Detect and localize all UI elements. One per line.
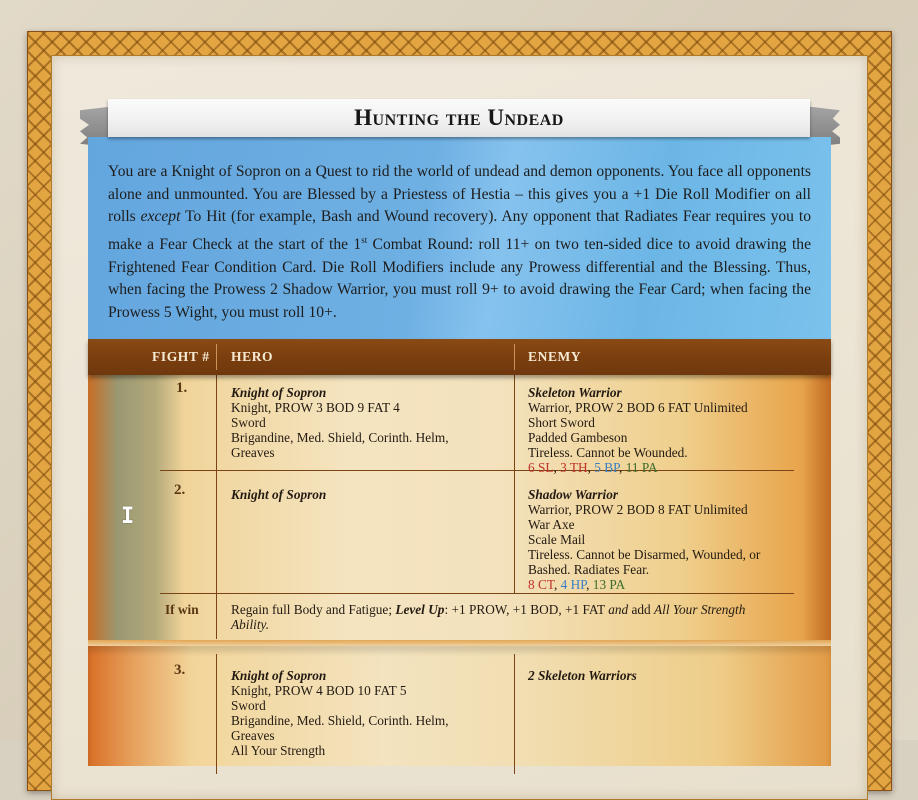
header-fight-number: FIGHT #: [152, 349, 210, 364]
hero-armor: Brigandine, Med. Shield, Corinth. Helm,: [231, 430, 449, 445]
enemy-name: 2 Skeleton Warriors: [528, 668, 637, 683]
text-cursor-icon: I: [121, 504, 135, 529]
column-divider: [216, 375, 217, 639]
enemy-armor: Padded Gambeson: [528, 430, 628, 445]
table-header: [88, 339, 831, 375]
enemy-cell: [528, 487, 818, 592]
hero-stats: Knight, PROW 4 BOD 10 FAT 5: [231, 683, 407, 698]
enemy-armor: Scale Mail: [528, 532, 586, 547]
enemy-name: Skeleton Warrior: [528, 385, 622, 400]
if-win-text-3: add: [628, 602, 655, 617]
enemy-weapon: Short Sword: [528, 415, 595, 430]
hero-cell: [231, 668, 506, 758]
hero-armor: Brigandine, Med. Shield, Corinth. Helm,: [231, 713, 449, 728]
header-divider: [216, 344, 217, 370]
hero-ability: All Your Strength: [231, 743, 326, 758]
enemy-cell: [528, 385, 818, 475]
table-body-section-2: [88, 646, 831, 766]
fight-number: 1.: [176, 380, 188, 396]
enemy-traits: Tireless. Cannot be Disarmed, Wounded, or: [528, 547, 761, 562]
hero-name: Knight of Sopron: [231, 385, 327, 400]
intro-text-3: Combat Round: roll 11+ on two ten-sided dice to avoid drawing the Frightened Fear Condition Card. Die Roll Modifiers include any Prowess differential and the Blessing. Thus, when facing the Prowess 2 Shadow Warrior, you must roll 9+ to avoid drawing the Fear Card; when facing the Prowess 5 Wight, you must roll 10+.: [108, 235, 811, 321]
enemy-attack-codes: 8 CT, 4 HP, 13 PA: [528, 577, 626, 592]
title-banner: [108, 99, 810, 137]
intro-panel: [88, 137, 831, 347]
code-ct: 8 CT: [528, 577, 554, 592]
hero-armor-cont: Greaves: [231, 728, 275, 743]
hero-armor-cont: Greaves: [231, 445, 275, 460]
page-title: Hunting the Undead: [354, 105, 564, 130]
intro-paragraph: [108, 161, 811, 324]
enemy-cell: [528, 668, 818, 683]
enemy-traits-cont: Bashed. Radiates Fear.: [528, 562, 650, 577]
ordinal-superscript: st: [361, 234, 368, 245]
column-divider: [514, 654, 515, 774]
if-win-text: [231, 602, 791, 632]
fight-number: 2.: [174, 482, 186, 498]
intro-text-1: You are a Knight of Sopron on a Quest to rid the world of undead and demon opponents. You face all opponents alone and unmounted. You are Blessed by a Priestess of Hestia – this gives you a +1 Die Roll Modifier on all rolls: [108, 163, 811, 226]
column-divider: [216, 654, 217, 774]
enemy-attack-codes: 6 SL, 3 TH, 5 BP, 11 PA: [528, 460, 658, 475]
if-win-and: and: [608, 602, 629, 617]
enemy-stats: Warrior, PROW 2 BOD 8 FAT Unlimited: [528, 502, 748, 517]
enemy-stats: Warrior, PROW 2 BOD 6 FAT Unlimited: [528, 400, 748, 415]
code-pa: 11 PA: [625, 460, 658, 475]
code-hp: 4 HP: [560, 577, 587, 592]
table-body-section-1: [88, 372, 831, 640]
fight-table: [88, 339, 831, 759]
hero-cell: [231, 385, 506, 460]
level-up-label: Level Up: [395, 602, 445, 617]
ability-name: All Your Strength: [654, 602, 746, 617]
header-hero: HERO: [231, 349, 274, 364]
header-enemy: ENEMY: [528, 349, 582, 364]
hero-weapon: Sword: [231, 698, 266, 713]
hero-name: Knight of Sopron: [231, 487, 327, 502]
column-divider: [514, 375, 515, 593]
row-divider: [160, 593, 794, 594]
enemy-traits: Tireless. Cannot be Wounded.: [528, 445, 688, 460]
if-win-text-2: : +1 PROW, +1 BOD, +1 FAT: [444, 602, 609, 617]
hero-weapon: Sword: [231, 415, 266, 430]
code-th: 3 TH: [560, 460, 588, 475]
code-bp: 5 BP: [594, 460, 620, 475]
intro-text-2: To Hit (for example, Bash and Wound recovery). Any opponent that Radiates Fear requires you to make a Fear Check at the start of the 1: [108, 208, 811, 253]
hero-name: Knight of Sopron: [231, 668, 327, 683]
enemy-weapon: War Axe: [528, 517, 575, 532]
code-pa: 13 PA: [592, 577, 626, 592]
enemy-name: Shadow Warrior: [528, 487, 619, 502]
if-win-text-1: Regain full Body and Fatigue;: [231, 602, 396, 617]
fight-number: 3.: [174, 662, 186, 678]
code-sl: 6 SL: [528, 460, 554, 475]
if-win-line-2: Ability.: [231, 617, 270, 632]
if-win-label: If win: [165, 602, 199, 617]
header-divider: [514, 344, 515, 370]
intro-emphasis: except: [140, 208, 181, 226]
hero-stats: Knight, PROW 3 BOD 9 FAT 4: [231, 400, 400, 415]
hero-cell: [231, 487, 506, 502]
